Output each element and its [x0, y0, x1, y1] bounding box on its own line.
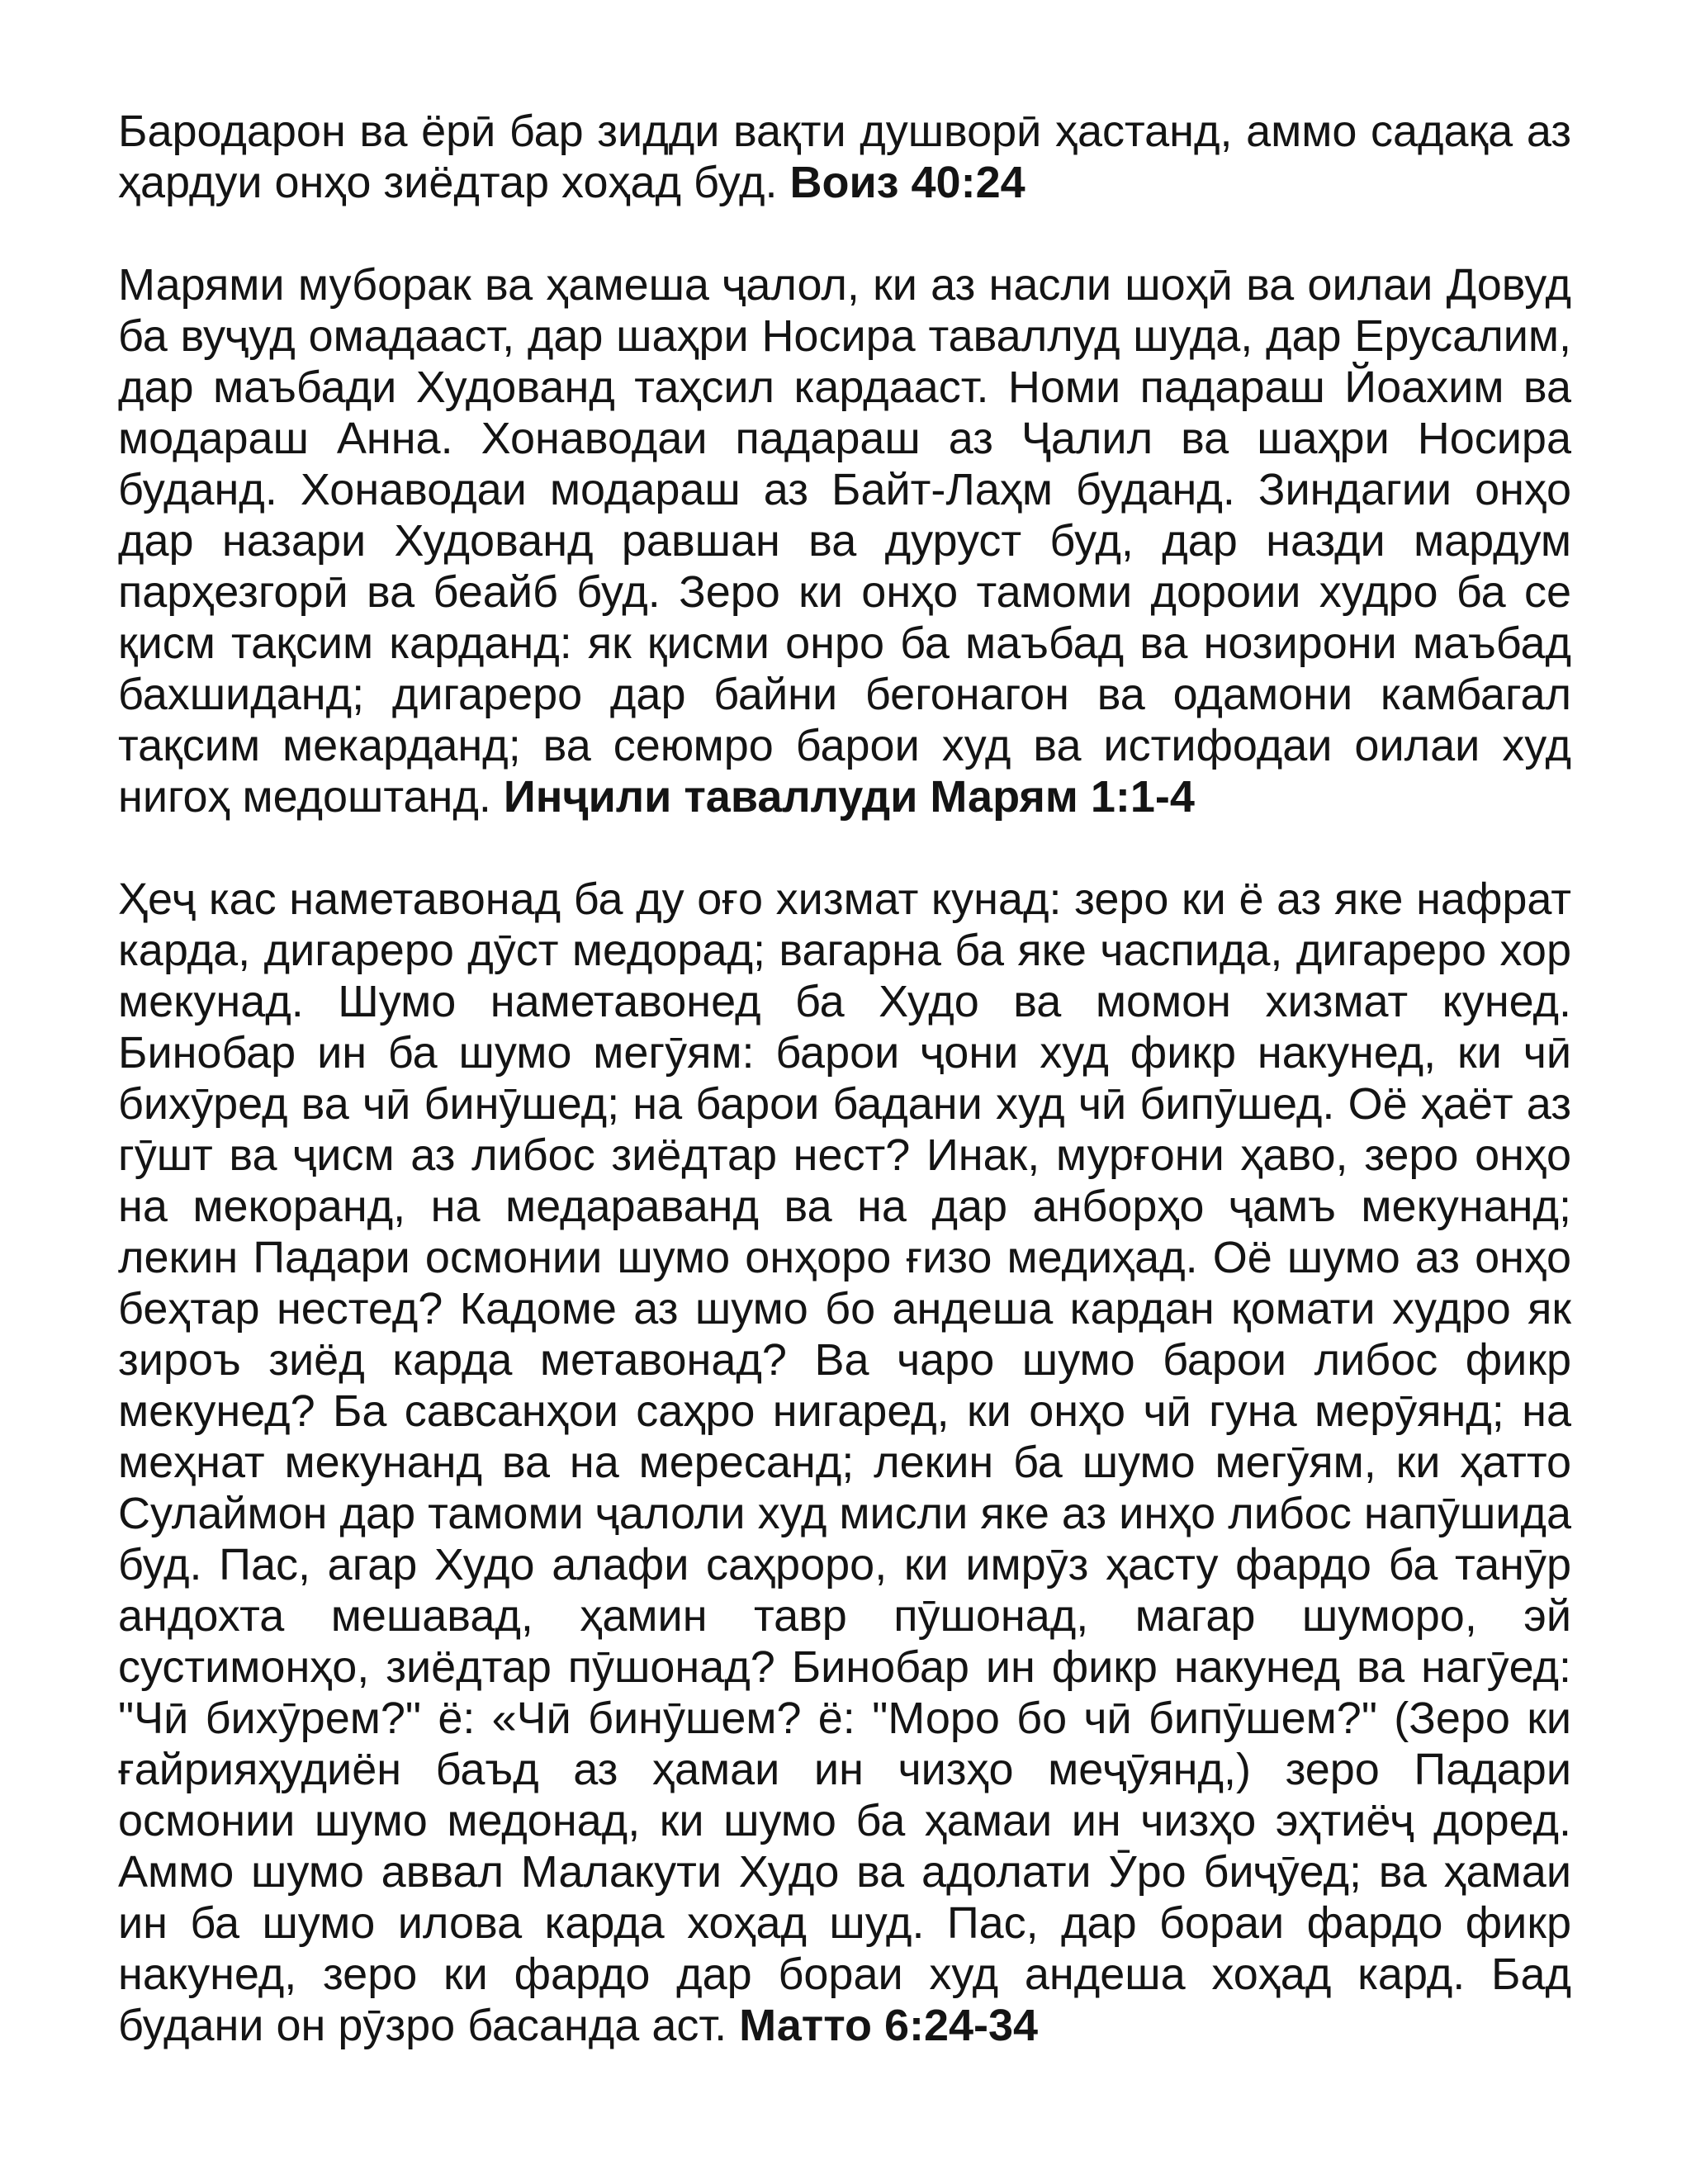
paragraph-text: Ҳеҷ кас наметавонад ба ду оғо хизмат кунад: зеро ки ё аз яке нафрат карда, дигареро дӯст медорад; вагарна ба яке часпида, дигареро хор мекунад. Шумо наметавонед ба Худо ва момон хизмат кунед. Бинобар ин ба шумо мегӯям: барои ҷони худ фикр накунед, ки чӣ бихӯред ва чӣ бинӯшед; на барои бадани худ чӣ бипӯшед. Оё ҳаёт аз гӯшт ва ҷисм аз либос зиёдтар нест? Инак, мурғони ҳаво, зеро онҳо на мекоранд, на медараванд ва на дар анборҳо ҷамъ мекунанд; лекин Падари осмонии шумо онҳоро ғизо медиҳад. Оё шумо аз онҳо беҳтар нестед? Кадоме аз шумо бо андеша кардан қомати худро як зироъ зиёд карда метавонад? Ва чаро шумо барои либос фикр мекунед? Ба савсанҳои саҳро нигаред, ки онҳо чӣ гуна мерӯянд; на меҳнат мекунанд ва на мересанд; лекин ба шумо мегӯям, ки ҳатто Сулаймон дар тамоми ҷалоли худ мисли яке аз инҳо либос напӯшида буд. Пас, агар Худо алафи саҳроро, ки имрӯз ҳасту фардо ба танӯр андохта мешавад, ҳамин тавр пӯшонад, магар шуморо, эй сустимонҳо, зиёдтар пӯшонад? Бинобар ин фикр накунед ва нагӯед: "Чӣ бихӯрем?" ё: «Чӣ бинӯшем? ё: "Моро бо чӣ бипӯшем?" (Зеро ки ғайрияҳудиён баъд аз ҳамаи ин чизҳо меҷӯянд,) зеро Падари осмонии шумо медонад, ки шумо ба ҳамаи ин чизҳо эҳтиёҷ доред. Аммо шумо аввал Малакути Худо ва адолати Ӯро биҷӯед; ва ҳамаи ин ба шумо илова карда хоҳад шуд. Пас, дар бораи фардо фикр накунед, зеро ки фардо дар бораи худ андеша хоҳад кард. Бад будани он рӯзро басанда аст. [118, 874, 1571, 2050]
paragraph-text: Марями муборак ва ҳамеша ҷалол, ки аз насли шоҳӣ ва оилаи Довуд ба вуҷуд омадааст, дар шаҳри Носира таваллуд шуда, дар Ерусалим, дар маъбади Худованд таҳсил кардааст. Номи падараш Йоахим ва модараш Анна. Хонаводаи падараш аз Ҷалил ва шаҳри Носира буданд. Хонаводаи модараш аз Байт-Лаҳм буданд. Зиндагии онҳо дар назари Худованд равшан ва дуруст буд, дар назди мардум парҳезгорӣ ва беайб буд. Зеро ки онҳо тамоми дороии худро ба се қисм тақсим карданд: як қисми онро ба маъбад ва нозирони маъбад бахшиданд; дигареро дар байни бегонагон ва одамони камбагал тақсим мекарданд; ва сеюмро барои худ ва истифодаи оилаи худ нигоҳ медоштанд. [118, 260, 1571, 822]
paragraph-gospel-of-mary [118, 259, 1571, 822]
scripture-reference: Инҷили таваллуди Марям 1:1-4 [503, 772, 1195, 822]
scripture-reference: Воиз 40:24 [789, 158, 1025, 207]
scripture-reference: Матто 6:24-34 [739, 2001, 1039, 2050]
paragraph-ecclesiasticus [118, 106, 1571, 208]
document-page [118, 106, 1571, 2051]
paragraph-matthew [118, 874, 1571, 2051]
paragraph-text: Бародарон ва ёрӣ бар зидди вақти душворӣ ҳастанд, аммо садақа аз ҳардуи онҳо зиёдтар хоҳад буд. [118, 107, 1571, 207]
